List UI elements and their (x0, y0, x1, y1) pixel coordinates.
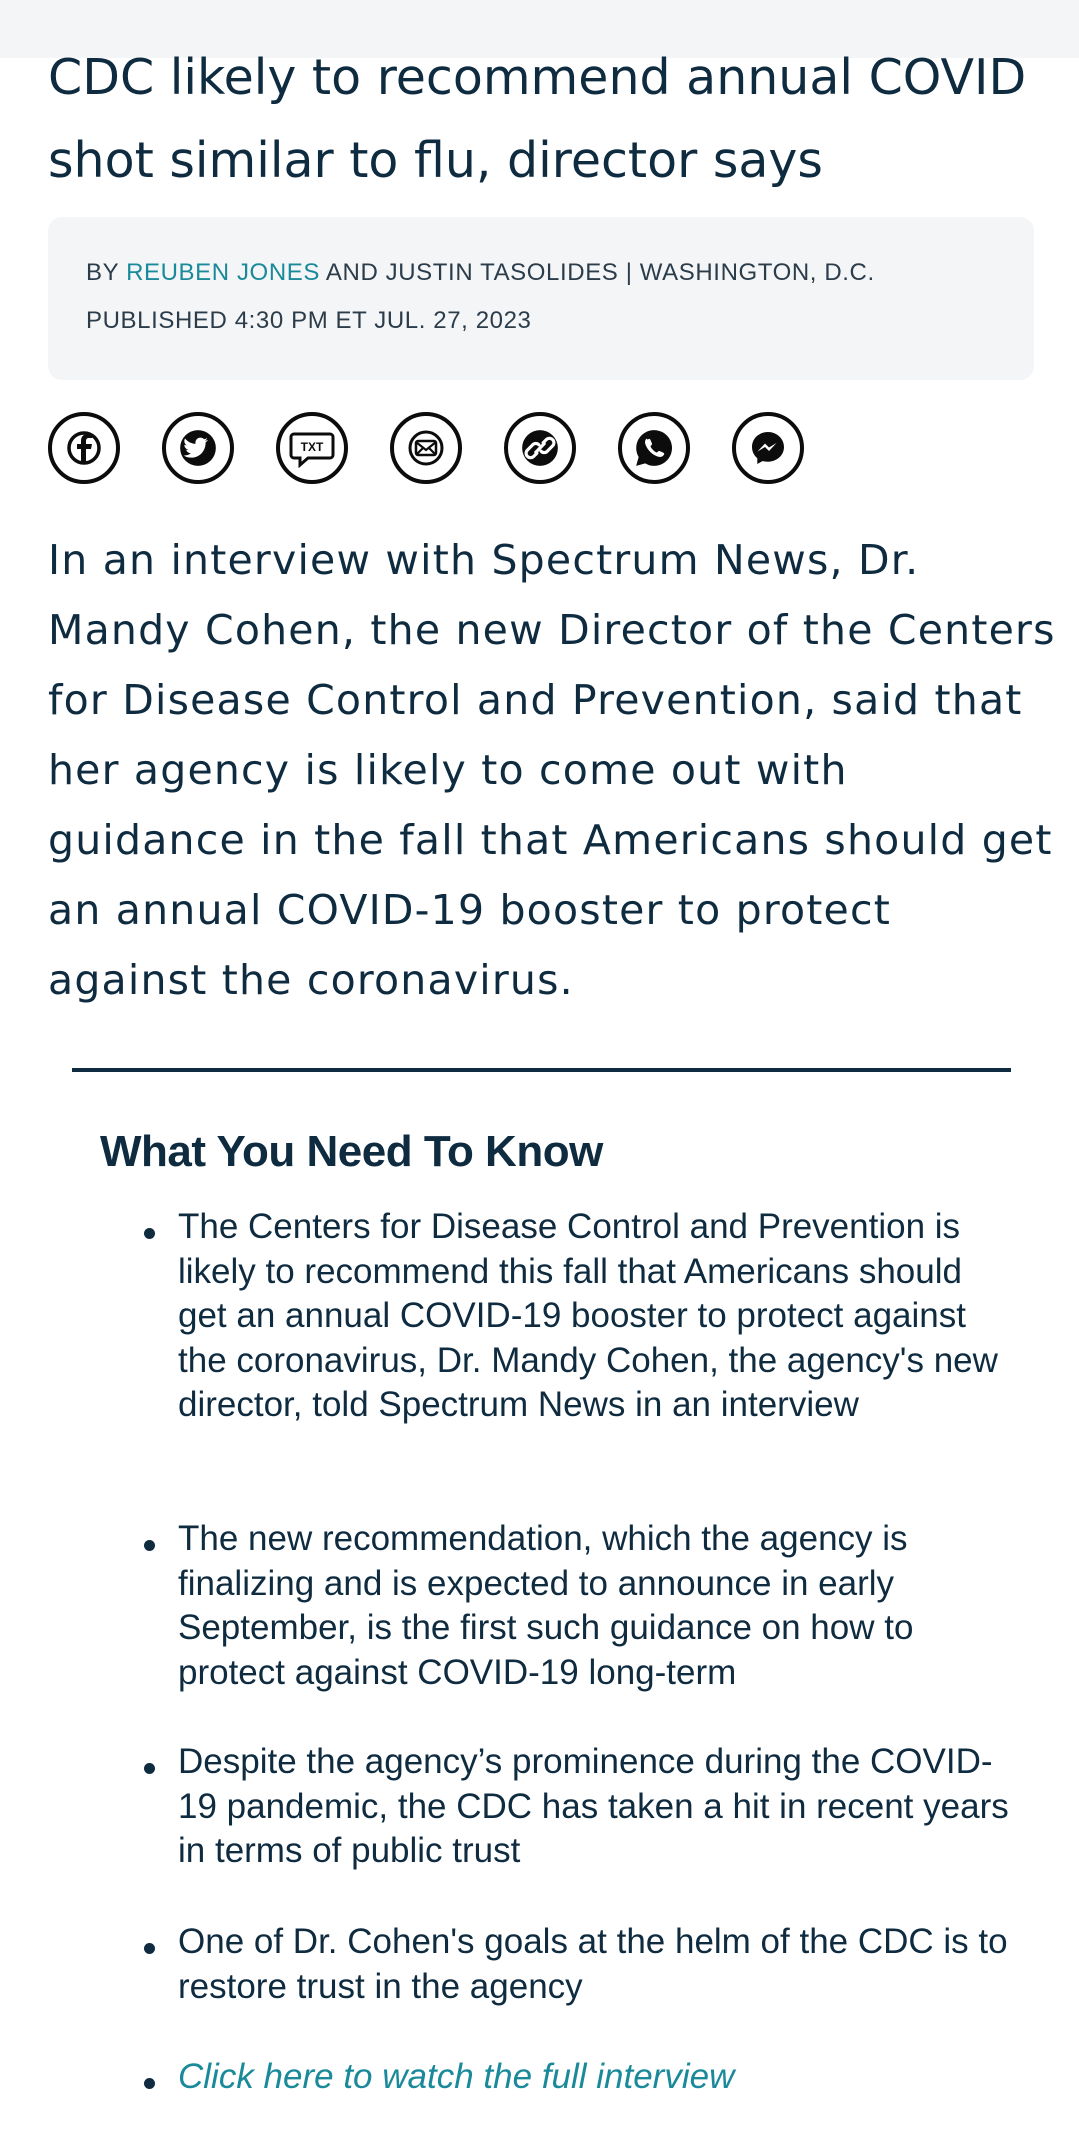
share-text-message-button[interactable] (276, 412, 348, 484)
share-facebook-button[interactable] (48, 412, 120, 484)
text-message-icon (289, 428, 335, 468)
article-title: CDC likely to recommend annual COVID shot similar to flu, director says (48, 49, 1027, 189)
list-item-text: One of Dr. Cohen's goals at the helm of the CDC is to restore trust in the agency (178, 1922, 1008, 2006)
share-whatsapp-button[interactable] (618, 412, 690, 484)
byline (86, 259, 875, 287)
list-item-text: Despite the agency’s prominence during the COVID-19 pandemic, the CDC has taken a hit in recent years in terms of public trust (178, 1742, 1009, 1870)
list-item-text: The Centers for Disease Control and Prevention is likely to recommend this fall that Americans should get an annual COVID-19 booster to protect against the coronavirus, Dr. Mandy Cohen, the agency's new director, told Spectrum News in an interview (178, 1207, 998, 1424)
byline-location: WASHINGTON, D.C. (639, 259, 875, 286)
share-copy-link-button[interactable] (504, 412, 576, 484)
facebook-icon (64, 428, 104, 468)
published-date: PUBLISHED 4:30 PM ET JUL. 27, 2023 (86, 307, 532, 334)
bullet-dot (144, 1228, 155, 1239)
twitter-icon (177, 427, 219, 469)
bullet-dot (144, 2078, 155, 2089)
whatsapp-icon (633, 427, 675, 469)
copy-link-icon (519, 427, 561, 469)
share-messenger-button[interactable] (732, 412, 804, 484)
author-link-reuben-jones[interactable]: REUBEN JONES (126, 259, 320, 286)
share-email-button[interactable] (390, 412, 462, 484)
section-divider (72, 1068, 1011, 1072)
email-icon (406, 428, 446, 468)
byline-second-author: AND JUSTIN TASOLIDES (319, 259, 619, 286)
messenger-icon (748, 428, 788, 468)
byline-box (48, 217, 1034, 380)
bullet-dot (144, 1943, 155, 1954)
bullet-dot (144, 1540, 155, 1551)
share-twitter-button[interactable] (162, 412, 234, 484)
list-item-text: The new recommendation, which the agency is finalizing and is expected to announce in early September, is the first such guidance on how to protect against COVID-19 long-term (178, 1519, 914, 1692)
article-lede: In an interview with Spectrum News, Dr. Mandy Cohen, the new Director of the Centers for Disease Control and Prevention, said that her agency is likely to come out with guidance in the fall that Americans should get an annual COVID-19 booster to protect against the coronavirus. (48, 536, 1056, 1004)
bullet-dot (144, 1763, 155, 1774)
txt-label: TXT (300, 440, 324, 454)
byline-separator: | (618, 259, 640, 286)
watch-full-interview-link[interactable]: Click here to watch the full interview (178, 2057, 735, 2096)
what-you-need-to-know-heading: What You Need To Know (100, 1127, 603, 1176)
byline-by: BY (86, 259, 127, 286)
